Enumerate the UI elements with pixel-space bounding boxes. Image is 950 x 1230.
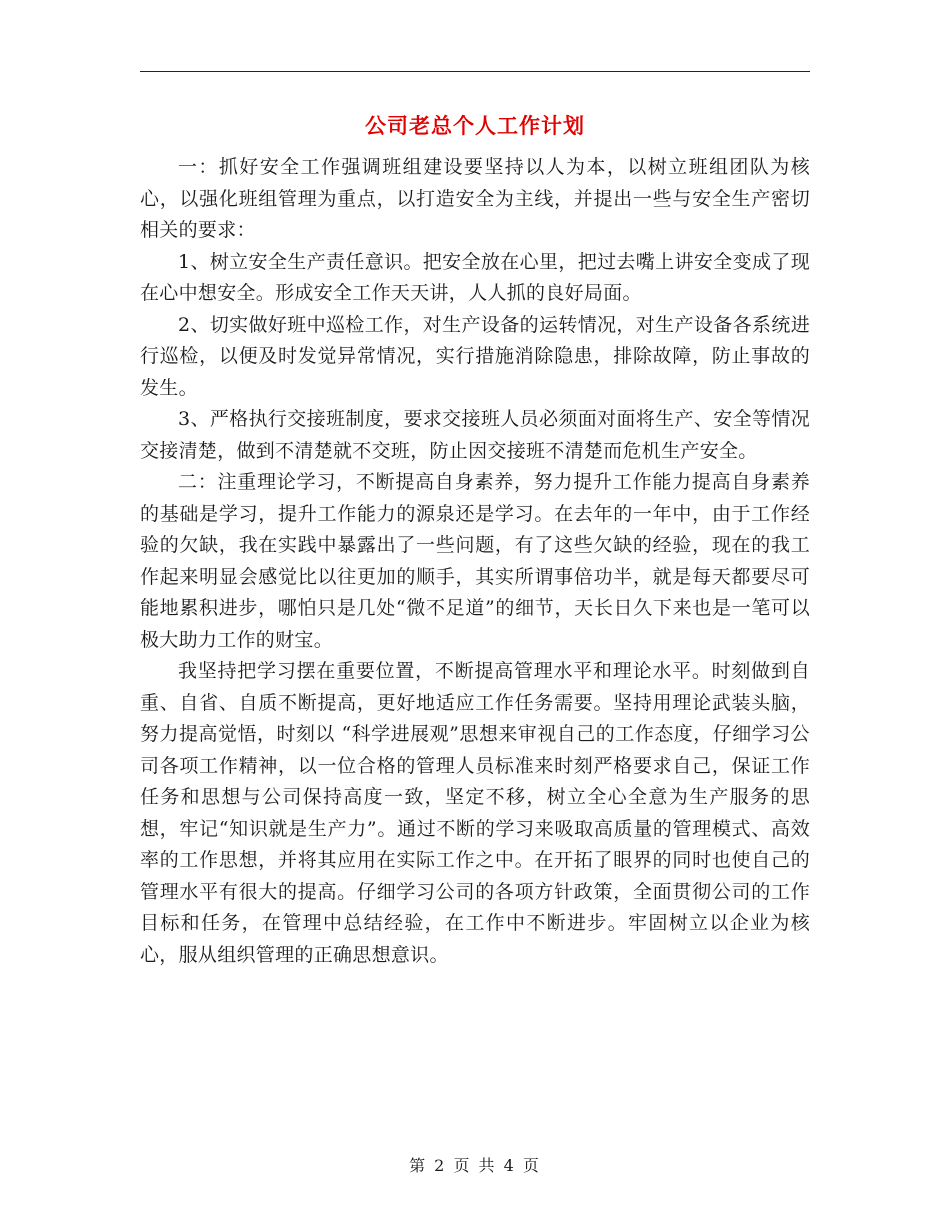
paragraph-item-3: 3、严格执行交接班制度，要求交接班人员必须面对面将生产、安全等情况交接清楚，做到不清楚就不交班，防止因交接班不清楚而危机生产安全。 [140,408,810,462]
paragraph-item-2: 2、切实做好班中巡检工作，对生产设备的运转情况，对生产设备各系统进行巡检，以便及时发觉异常情况，实行措施消除隐患，排除故障，防止事故的发生。 [140,313,810,399]
paragraph-section-two: 二：注重理论学习，不断提高自身素养，努力提升工作能力提高自身素养的基础是学习，提升工作能力的源泉还是学习。在去年的一年中，由于工作经验的欠缺，我在实践中暴露出了一些问题，有了这些欠缺的经验，现在的我工作起来明显会感觉比以往更加的顺手，其实所谓事倍功半，就是每天都要尽可能地累积进步，哪怕只是几处“微不足道”的细节，天长日久下来也是一笔可以极大助力工作的财宝。 [140,471,810,651]
header-rule [140,71,810,72]
document-title: 公司老总个人工作计划 [365,113,585,138]
page-number-footer: 第 2 页 共 4 页 [409,1156,541,1175]
paragraph-item-1: 1、树立安全生产责任意识。把安全放在心里，把过去嘴上讲安全变成了现在心中想安全。形成安全工作天天讲，人人抓的良好局面。 [140,250,810,304]
paragraph-section-one: 一：抓好安全工作强调班组建设要坚持以人为本，以树立班组团队为核心，以强化班组管理为重点，以打造安全为主线，并提出一些与安全生产密切相关的要求： [140,156,810,241]
document-body [140,152,810,971]
paragraph-study: 我坚持把学习摆在重要位置，不断提高管理水平和理论水平。时刻做到自重、自省、自质不断提高，更好地适应工作任务需要。坚持用理论武装头脑，努力提高觉悟，时刻以 “科学进展观”思想来审视自己的工作态度，仔细学习公司各项工作精神，以一位合格的管理人员标准来时刻严格要求自己，保证工作任务和思想与公司保持高度一致，坚定不移，树立全心全意为生产服务的思想，牢记“知识就是生产力”。通过不断的学习来吸取高质量的管理模式、高效率的工作思想，并将其应用在实际工作之中。在开拓了眼界的同时也使自己的管理水平有很大的提高。仔细学习公司的各项方针政策，全面贯彻公司的工作目标和任务，在管理中总结经验，在工作中不断进步。牢固树立以企业为核心，服从组织管理的正确思想意识。 [140,660,810,966]
